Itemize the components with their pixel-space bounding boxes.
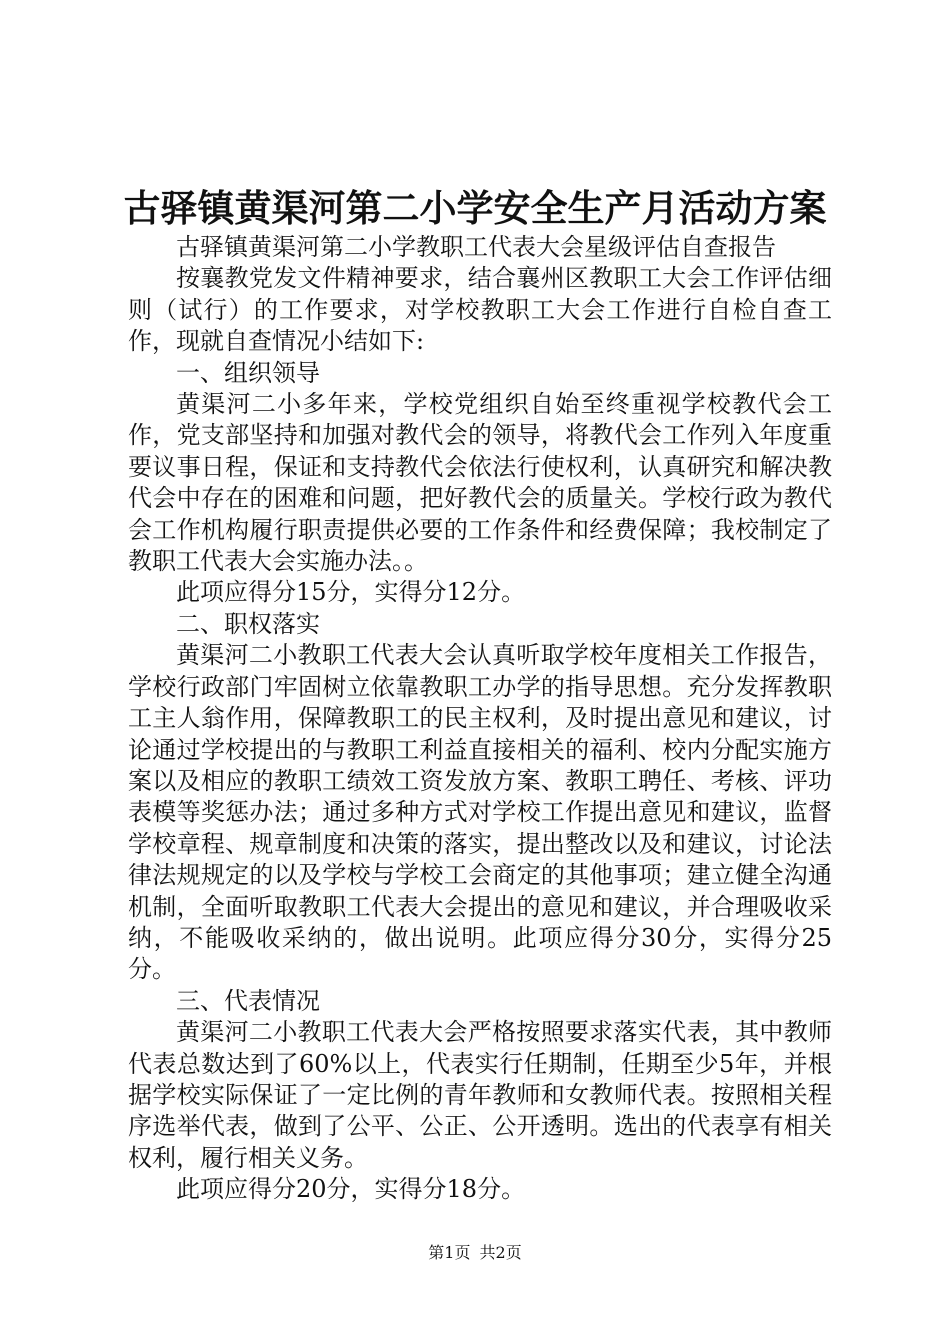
section-1-paragraph: 黄渠河二小多年来，学校党组织自始至终重视学校教代会工作，党支部坚持和加强对教代会的领导，将教代会工作列入年度重要议事日程，保证和支持教代会依法行使权利，认真研究和解决教代会中存在的困难和问题，把好教代会的质量关。学校行政为教代会工作机构履行职责提供必要的工作条件和经费保障；我校制定了教职工代表大会实施办法。。 xyxy=(128,390,832,576)
report-heading: 古驿镇黄渠河第二小学教职工代表大会星级评估自查报告 xyxy=(176,233,776,261)
section-heading-3: 三、代表情况 xyxy=(176,986,320,1015)
section-3-paragraph: 黄渠河二小教职工代表大会严格按照要求落实代表，其中教师代表总数达到了60%以上，代表实行任期制，任期至少5年，并根据学校实际保证了一定比例的青年教师和女教师代表。按照相关程序选举代表，做到了公平、公正、公开透明。选出的代表享有相关权利，履行相关义务。 xyxy=(128,1018,832,1172)
document-title: 古驿镇黄渠河第二小学安全生产月活动方案 xyxy=(123,186,827,230)
section-heading-1: 一、组织领导 xyxy=(176,358,320,387)
section-3-score: 此项应得分20分，实得分18分。 xyxy=(176,1175,526,1204)
section-1-score: 此项应得分15分，实得分12分。 xyxy=(176,578,526,607)
section-heading-2: 二、职权落实 xyxy=(176,609,320,638)
intro-paragraph: 按襄教党发文件精神要求，结合襄州区教职工大会工作评估细则（试行）的工作要求，对学校教职工大会工作进行自检自查工作，现就自查情况小结如下: xyxy=(128,264,832,356)
section-2-paragraph: 黄渠河二小教职工代表大会认真听取学校年度相关工作报告，学校行政部门牢固树立依靠教职工办学的指导思想。充分发挥教职工主人翁作用，保障教职工的民主权利，及时提出意见和建议，讨论通过学校提出的与教职工利益直接相关的福利、校内分配实施方案以及相应的教职工绩效工资发放方案、教职工聘任、考核、评功表模等奖惩办法；通过多种方式对学校工作提出意见和建议，监督学校章程、规章制度和决策的落实，提出整改以及和建议，讨论法律法规规定的以及学校与学校工会商定的其他事项；建立健全沟通机制，全面听取教职工代表大会提出的意见和建议，并合理吸收采纳，不能吸收采纳的，做出说明。此项应得分30分，实得分25分。 xyxy=(128,641,832,984)
page-footer: 第1页 共2页 xyxy=(428,1243,522,1262)
document-body xyxy=(128,232,832,1206)
